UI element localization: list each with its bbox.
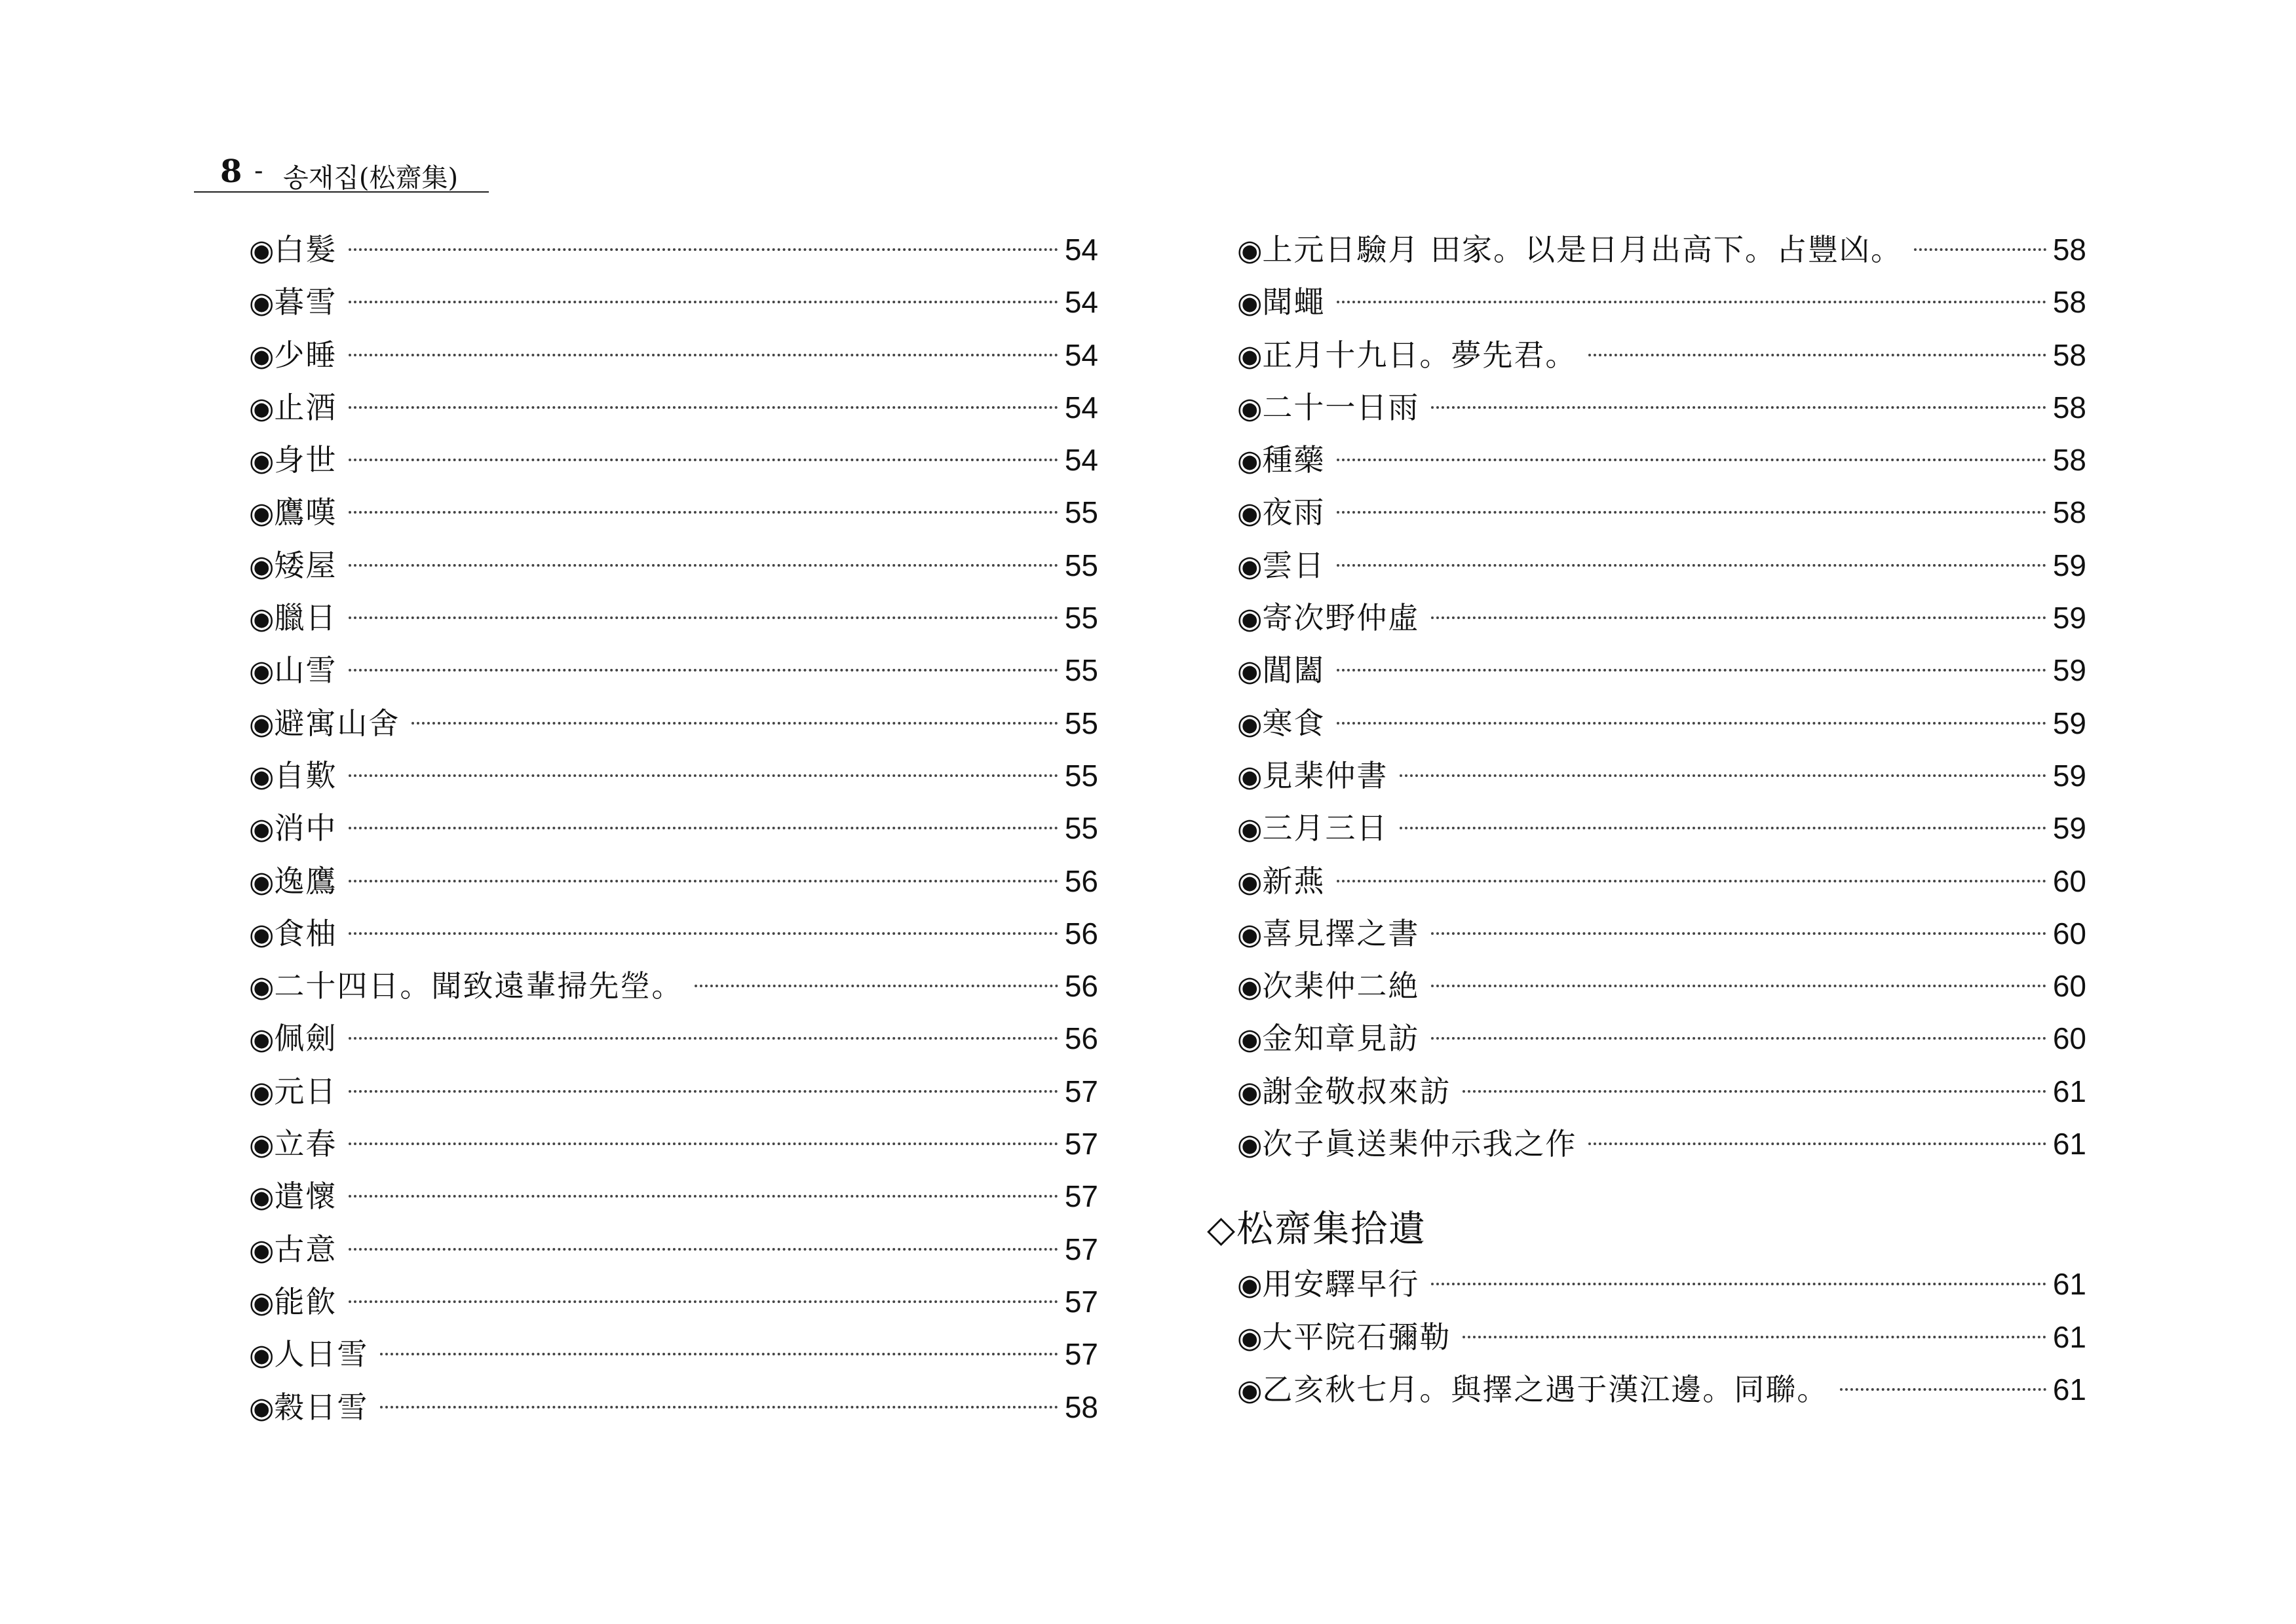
toc-right-entries (1237, 228, 2086, 1175)
entry-title: 喜見擇之書 (1262, 915, 1420, 951)
entry-title: 人日雪 (274, 1336, 369, 1372)
entry-page-number: 55 (1064, 811, 1098, 846)
dot-leader (349, 1142, 1058, 1145)
entry-title: 止酒 (274, 389, 337, 425)
entry-page-number: 58 (1064, 1389, 1098, 1424)
bullet-icon: ◉ (1237, 1321, 1263, 1355)
toc-entry (249, 544, 1098, 596)
entry-title: 乙亥秋七月。與擇之遇于漢江邊。同聯。 (1262, 1371, 1829, 1407)
dot-leader (380, 1406, 1058, 1408)
entry-title: 夜雨 (1262, 495, 1326, 531)
bullet-icon: ◉ (1237, 497, 1263, 531)
entry-page-number: 55 (1064, 601, 1098, 635)
toc-entry (1237, 964, 2086, 1017)
dot-leader (1337, 459, 2046, 461)
dot-leader (1337, 301, 2046, 303)
bullet-icon: ◉ (249, 444, 275, 478)
bullet-icon: ◉ (249, 917, 275, 951)
toc-entry (249, 912, 1098, 964)
toc-entry (249, 1070, 1098, 1122)
bullet-icon: ◉ (249, 1233, 275, 1267)
toc-entry (249, 859, 1098, 912)
toc-entry (1237, 806, 2086, 859)
dot-leader (1914, 248, 2046, 251)
toc-entry (249, 1386, 1098, 1438)
entry-page-number: 55 (1064, 706, 1098, 740)
toc-entry (249, 386, 1098, 438)
bullet-icon: ◉ (249, 497, 275, 531)
dot-leader (1463, 1090, 2046, 1093)
entry-title: 消中 (274, 810, 337, 846)
toc-entry (249, 806, 1098, 859)
book-title: 송재집(松齋集) (283, 163, 459, 193)
entry-page-number: 61 (2052, 1319, 2086, 1354)
toc-entry (249, 1332, 1098, 1385)
entry-title: 鷹嘆 (274, 495, 337, 531)
entry-title: 次棐仲二絶 (1262, 968, 1420, 1004)
bullet-icon: ◉ (1237, 1075, 1263, 1109)
toc-entry (1237, 1368, 2086, 1420)
entry-page-number: 57 (1064, 1179, 1098, 1214)
bullet-icon: ◉ (249, 1023, 275, 1057)
entry-title: 遣懷 (274, 1179, 337, 1215)
entry-title: 種藥 (1262, 442, 1326, 478)
dot-leader (349, 669, 1058, 671)
entry-title: 佩劍 (274, 1021, 337, 1057)
dot-leader (349, 354, 1058, 356)
toc-entry (249, 596, 1098, 649)
dot-leader (411, 722, 1058, 725)
dot-leader (1337, 511, 2046, 514)
entry-page-number: 59 (2052, 758, 2086, 793)
entry-title: 立春 (274, 1126, 337, 1162)
bullet-icon: ◉ (249, 759, 275, 793)
bullet-icon: ◉ (1237, 549, 1263, 583)
dot-leader (349, 406, 1058, 409)
dot-leader (349, 1090, 1058, 1093)
bullet-icon: ◉ (249, 1180, 275, 1215)
bullet-icon: ◉ (1237, 970, 1263, 1004)
entry-page-number: 58 (2052, 390, 2086, 425)
bullet-icon: ◉ (1237, 654, 1263, 689)
toc-entry (249, 228, 1098, 280)
bullet-icon: ◉ (1237, 1128, 1263, 1162)
entry-page-number: 60 (2052, 916, 2086, 951)
toc-entry (249, 1175, 1098, 1227)
toc-entry (249, 754, 1098, 806)
dot-leader (1463, 1336, 2046, 1338)
entry-title: 閶闔 (1262, 652, 1326, 689)
dot-leader (349, 248, 1058, 251)
toc-entry (1237, 1122, 2086, 1175)
section-title: ◇松齋集拾遺 (1207, 1208, 1427, 1251)
dot-leader (349, 932, 1058, 935)
dot-leader (1588, 1142, 2046, 1145)
entry-title: 金知章見訪 (1262, 1021, 1420, 1057)
toc-left-column (249, 228, 1098, 1438)
entry-title: 寒食 (1262, 705, 1326, 741)
bullet-icon: ◉ (1237, 1023, 1263, 1057)
dot-leader (349, 564, 1058, 567)
toc-entry (1237, 491, 2086, 543)
bullet-icon: ◉ (249, 286, 275, 320)
toc-entry (1237, 386, 2086, 438)
dot-leader (1400, 827, 2046, 829)
entry-page-number: 54 (1064, 443, 1098, 478)
entry-title: 大平院石彌勒 (1262, 1319, 1451, 1355)
entry-title: 自歎 (274, 757, 337, 793)
entry-page-number: 54 (1064, 390, 1098, 425)
entry-title: 食柚 (274, 915, 337, 951)
bullet-icon: ◉ (249, 812, 275, 846)
entry-title: 見棐仲書 (1262, 757, 1388, 793)
bullet-icon: ◉ (249, 549, 275, 583)
bullet-icon: ◉ (249, 1285, 275, 1319)
bullet-icon: ◉ (1237, 865, 1263, 899)
header-dash: - (254, 156, 263, 186)
entry-page-number: 59 (2052, 601, 2086, 635)
bullet-icon: ◉ (249, 707, 275, 741)
toc-entry (1237, 1315, 2086, 1368)
toc-entry (1237, 702, 2086, 754)
entry-page-number: 57 (1064, 1284, 1098, 1319)
entry-title: 古意 (274, 1231, 337, 1267)
dot-leader (349, 511, 1058, 514)
toc-right-column (1207, 228, 2086, 1420)
entry-page-number: 58 (2052, 495, 2086, 530)
bullet-icon: ◉ (1237, 707, 1263, 741)
dot-leader (1431, 616, 2046, 619)
entry-title: 能飮 (274, 1283, 337, 1319)
toc-entry (249, 1122, 1098, 1175)
bullet-icon: ◉ (1237, 602, 1263, 636)
dot-leader (380, 1353, 1058, 1355)
entry-title: 正月十九日。夢先君。 (1262, 337, 1577, 373)
entry-page-number: 59 (2052, 653, 2086, 688)
toc-entry (249, 280, 1098, 333)
dot-leader (349, 774, 1058, 777)
entry-page-number: 57 (1064, 1337, 1098, 1372)
dot-leader (1337, 722, 2046, 725)
entry-title: 用安驛早行 (1262, 1266, 1420, 1302)
bullet-icon: ◉ (249, 339, 275, 373)
bullet-icon: ◉ (249, 602, 275, 636)
toc-entry (1237, 280, 2086, 333)
entry-title: 白髮 (274, 232, 337, 267)
dot-leader (1431, 932, 2046, 935)
dot-leader (349, 1300, 1058, 1303)
toc-entry (249, 491, 1098, 543)
entry-title: 新燕 (1262, 863, 1326, 899)
toc-entry (1237, 1070, 2086, 1122)
entry-title: 三月三日 (1262, 810, 1388, 846)
dot-leader (1431, 985, 2046, 987)
entry-title: 謝金敬叔來訪 (1262, 1073, 1451, 1109)
toc-entry (249, 1017, 1098, 1069)
bullet-icon: ◉ (1237, 234, 1263, 267)
entry-page-number: 56 (1064, 969, 1098, 1004)
entry-page-number: 59 (2052, 811, 2086, 846)
dot-leader (349, 1195, 1058, 1198)
entry-title: 暮雪 (274, 284, 337, 320)
toc-entry (1237, 754, 2086, 806)
entry-title: 雲日 (1262, 547, 1326, 583)
bullet-icon: ◉ (249, 970, 275, 1004)
entry-title: 山雪 (274, 652, 337, 689)
entry-page-number: 55 (1064, 758, 1098, 793)
dot-leader (1337, 564, 2046, 567)
bullet-icon: ◉ (249, 1391, 275, 1425)
toc-section-entries (1237, 1262, 2086, 1420)
dot-leader (695, 985, 1058, 987)
toc-entry (249, 649, 1098, 701)
entry-title: 身世 (274, 442, 337, 478)
entry-page-number: 54 (1064, 285, 1098, 320)
toc-entry (249, 964, 1098, 1017)
entry-title: 元日 (274, 1073, 337, 1109)
toc-entry (1237, 228, 2086, 280)
entry-page-number: 55 (1064, 548, 1098, 582)
dot-leader (349, 459, 1058, 461)
entry-title: 避寓山舍 (274, 705, 400, 741)
toc-entry (1237, 596, 2086, 649)
bullet-icon: ◉ (1237, 812, 1263, 846)
entry-page-number: 58 (2052, 337, 2086, 372)
entry-page-number: 55 (1064, 653, 1098, 688)
bullet-icon: ◉ (249, 865, 275, 899)
dot-leader (1337, 880, 2046, 882)
toc-entry (1237, 649, 2086, 701)
entry-title: 穀日雪 (274, 1389, 369, 1425)
running-header (194, 151, 489, 193)
entry-page-number: 58 (2052, 285, 2086, 320)
toc-entry (249, 1228, 1098, 1280)
toc-entry (1237, 912, 2086, 964)
bullet-icon: ◉ (249, 234, 275, 267)
entry-page-number: 61 (2052, 1372, 2086, 1407)
dot-leader (349, 1248, 1058, 1251)
entry-title: 少睡 (274, 337, 337, 373)
entry-title: 上元日驗月 田家。以是日月出高下。占豐凶。 (1262, 232, 1903, 267)
entry-page-number: 57 (1064, 1232, 1098, 1266)
toc-entry (1237, 544, 2086, 596)
dot-leader (1431, 406, 2046, 409)
dot-leader (349, 301, 1058, 303)
toc-entry (1237, 859, 2086, 912)
bullet-icon: ◉ (249, 1075, 275, 1109)
bullet-icon: ◉ (1237, 917, 1263, 951)
entry-title: 寄次野仲虛 (1262, 600, 1420, 636)
toc-entry (1237, 1017, 2086, 1069)
dot-leader (1337, 669, 2046, 671)
toc-entry (249, 438, 1098, 491)
entry-page-number: 59 (2052, 706, 2086, 740)
entry-page-number: 56 (1064, 1021, 1098, 1056)
entry-page-number: 55 (1064, 495, 1098, 530)
entry-title: 聞蠅 (1262, 284, 1326, 320)
entry-page-number: 58 (2052, 443, 2086, 478)
entry-page-number: 56 (1064, 863, 1098, 898)
bullet-icon: ◉ (1237, 1373, 1263, 1407)
entry-title: 臘日 (274, 600, 337, 636)
entry-title: 二十四日。聞致遠輩掃先塋。 (274, 968, 683, 1004)
bullet-icon: ◉ (1237, 391, 1263, 425)
dot-leader (1588, 354, 2046, 356)
bullet-icon: ◉ (1237, 759, 1263, 793)
entry-page-number: 58 (2052, 233, 2086, 267)
entry-title: 次子眞送棐仲示我之作 (1262, 1126, 1577, 1162)
bullet-icon: ◉ (1237, 1268, 1263, 1302)
toc-entry (1237, 438, 2086, 491)
bullet-icon: ◉ (1237, 444, 1263, 478)
entry-title: 矮屋 (274, 547, 337, 583)
dot-leader (1400, 774, 2046, 777)
dot-leader (1431, 1037, 2046, 1040)
bullet-icon: ◉ (249, 391, 275, 425)
toc-entry (249, 333, 1098, 386)
entry-title: 二十一日雨 (1262, 389, 1420, 425)
dot-leader (349, 616, 1058, 619)
entry-page-number: 61 (2052, 1127, 2086, 1161)
toc-entry (1237, 1262, 2086, 1315)
entry-page-number: 61 (2052, 1074, 2086, 1108)
toc-entry (249, 702, 1098, 754)
entry-page-number: 60 (2052, 863, 2086, 898)
toc-entry (249, 1280, 1098, 1332)
entry-title: 逸鷹 (274, 863, 337, 899)
entry-page-number: 57 (1064, 1074, 1098, 1108)
dot-leader (1431, 1283, 2046, 1285)
page-number: 8 (220, 153, 242, 190)
dot-leader (349, 880, 1058, 882)
dot-leader (1840, 1388, 2046, 1391)
entry-page-number: 59 (2052, 548, 2086, 582)
entry-page-number: 56 (1064, 916, 1098, 951)
bullet-icon: ◉ (249, 1338, 275, 1372)
bullet-icon: ◉ (249, 1128, 275, 1162)
entry-page-number: 57 (1064, 1127, 1098, 1161)
entry-page-number: 54 (1064, 337, 1098, 372)
bullet-icon: ◉ (1237, 339, 1263, 373)
entry-page-number: 61 (2052, 1267, 2086, 1302)
dot-leader (349, 1037, 1058, 1040)
toc-entry (1237, 333, 2086, 386)
bullet-icon: ◉ (249, 654, 275, 689)
bullet-icon: ◉ (1237, 286, 1263, 320)
entry-page-number: 54 (1064, 233, 1098, 267)
entry-page-number: 60 (2052, 969, 2086, 1004)
dot-leader (349, 827, 1058, 829)
entry-page-number: 60 (2052, 1021, 2086, 1056)
